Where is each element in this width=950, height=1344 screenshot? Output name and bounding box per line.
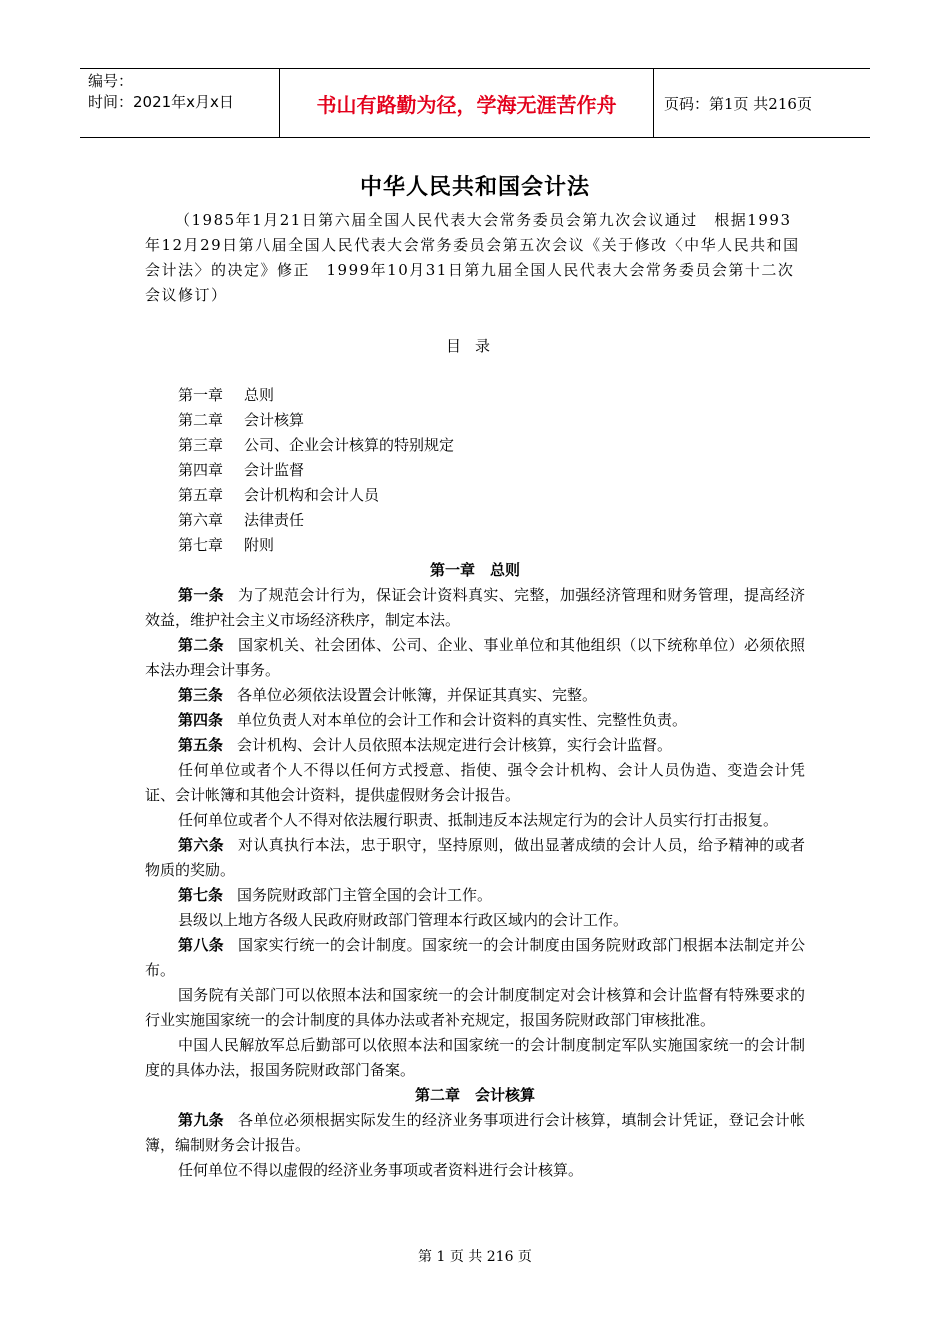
article-label: 第二条 bbox=[178, 636, 224, 654]
toc-item[interactable]: 第二章 会计核算 bbox=[178, 411, 305, 429]
article-5 bbox=[145, 733, 805, 758]
paragraph: 任何单位不得以虚假的经济业务事项或者资料进行会计核算。 bbox=[178, 1161, 584, 1179]
article-label: 第五条 bbox=[178, 736, 224, 754]
article-label: 第九条 bbox=[178, 1111, 224, 1129]
article-text: 为了规范会计行为，保证会计资料真实、完整，加强经济管理和财务管理，提高经济效益，维护社会主义市场经济秩序，制定本法。 bbox=[145, 586, 805, 629]
document-title: 中华人民共和国会计法 bbox=[359, 175, 590, 200]
toc-title: 目录 bbox=[445, 337, 504, 355]
article-7 bbox=[145, 883, 805, 908]
article-text: 国家实行统一的会计制度。国家统一的会计制度由国务院财政部门根据本法制定并公布。 bbox=[145, 936, 805, 979]
page-footer: 第 1 页 共 216 页 bbox=[418, 1249, 532, 1265]
toc-item[interactable]: 第七章 附则 bbox=[178, 536, 275, 554]
article-label: 第七条 bbox=[178, 886, 224, 904]
article-text: 国务院财政部门主管全国的会计工作。 bbox=[237, 886, 493, 904]
article-8 bbox=[145, 933, 805, 983]
toc-item[interactable]: 第五章 会计机构和会计人员 bbox=[178, 486, 380, 504]
article-text: 国家机关、社会团体、公司、企业、事业单位和其他组织（以下统称单位）必须依照本法办理会计事务。 bbox=[145, 636, 805, 679]
article-2 bbox=[145, 633, 805, 683]
document-number-label: 编号： bbox=[88, 72, 134, 90]
article-text: 各单位必须根据实际发生的经济业务事项进行会计核算，填制会计凭证，登记会计帐簿，编制财务会计报告。 bbox=[145, 1111, 805, 1154]
toc-item[interactable]: 第四章 会计监督 bbox=[178, 461, 305, 479]
toc-item[interactable]: 第六章 法律责任 bbox=[178, 511, 305, 529]
paragraph: 任何单位或者个人不得对依法履行职责、抵制违反本法规定行为的会计人员实行打击报复。 bbox=[178, 811, 779, 829]
toc-item[interactable]: 第一章 总则 bbox=[178, 386, 275, 404]
document-body bbox=[145, 208, 805, 1183]
table-of-contents bbox=[145, 383, 805, 558]
article-6 bbox=[145, 833, 805, 883]
toc-item[interactable]: 第三章 公司、企业会计核算的特别规定 bbox=[178, 436, 455, 454]
header-page-info: 页码：第1页 共216页 bbox=[664, 94, 812, 113]
paragraph: 县级以上地方各级人民政府财政部门管理本行政区域内的会计工作。 bbox=[178, 911, 629, 929]
article-4 bbox=[145, 708, 805, 733]
article-label: 第八条 bbox=[178, 936, 224, 954]
paragraph: 任何单位或者个人不得以任何方式授意、指使、强令会计机构、会计人员伪造、变造会计凭证、会计帐簿和其他会计资料，提供虚假财务会计报告。 bbox=[145, 761, 805, 804]
header-motto: 书山有路勤为径，学海无涯苦作舟 bbox=[280, 69, 654, 137]
preface: （1985年1月21日第六届全国人民代表大会常务委员会第九次会议通过 根据1993年12月29日第八届全国人民代表大会常务委员会第五次会议《关于修改〈中华人民共和国会计法〉的决定》修正 1999年10月31日第九届全国人民代表大会常务委员会第十二次会议修订） bbox=[145, 211, 800, 304]
article-text: 各单位必须依法设置会计帐簿，并保证其真实、完整。 bbox=[237, 686, 598, 704]
article-9 bbox=[145, 1108, 805, 1158]
article-label: 第一条 bbox=[178, 586, 224, 604]
document-header bbox=[80, 68, 870, 138]
chapter-heading: 第一章 总则 bbox=[429, 561, 520, 579]
paragraph: 国务院有关部门可以依照本法和国家统一的会计制度制定对会计核算和会计监督有特殊要求的行业实施国家统一的会计制度的具体办法或者补充规定，报国务院财政部门审核批准。 bbox=[145, 986, 805, 1029]
article-text: 单位负责人对本单位的会计工作和会计资料的真实性、完整性负责。 bbox=[237, 711, 688, 729]
article-text: 对认真执行本法，忠于职守，坚持原则，做出显著成绩的会计人员，给予精神的或者物质的奖励。 bbox=[145, 836, 805, 879]
article-label: 第六条 bbox=[178, 836, 224, 854]
article-label: 第四条 bbox=[178, 711, 224, 729]
paragraph: 中国人民解放军总后勤部可以依照本法和国家统一的会计制度制定军队实施国家统一的会计制度的具体办法，报国务院财政部门备案。 bbox=[145, 1036, 805, 1079]
article-1 bbox=[145, 583, 805, 633]
article-3 bbox=[145, 683, 805, 708]
chapter-heading: 第二章 会计核算 bbox=[414, 1086, 535, 1104]
article-text: 会计机构、会计人员依照本法规定进行会计核算，实行会计监督。 bbox=[237, 736, 673, 754]
header-meta bbox=[80, 69, 280, 137]
article-label: 第三条 bbox=[178, 686, 224, 704]
document-time-label: 时间：2021年x月x日 bbox=[88, 93, 234, 111]
